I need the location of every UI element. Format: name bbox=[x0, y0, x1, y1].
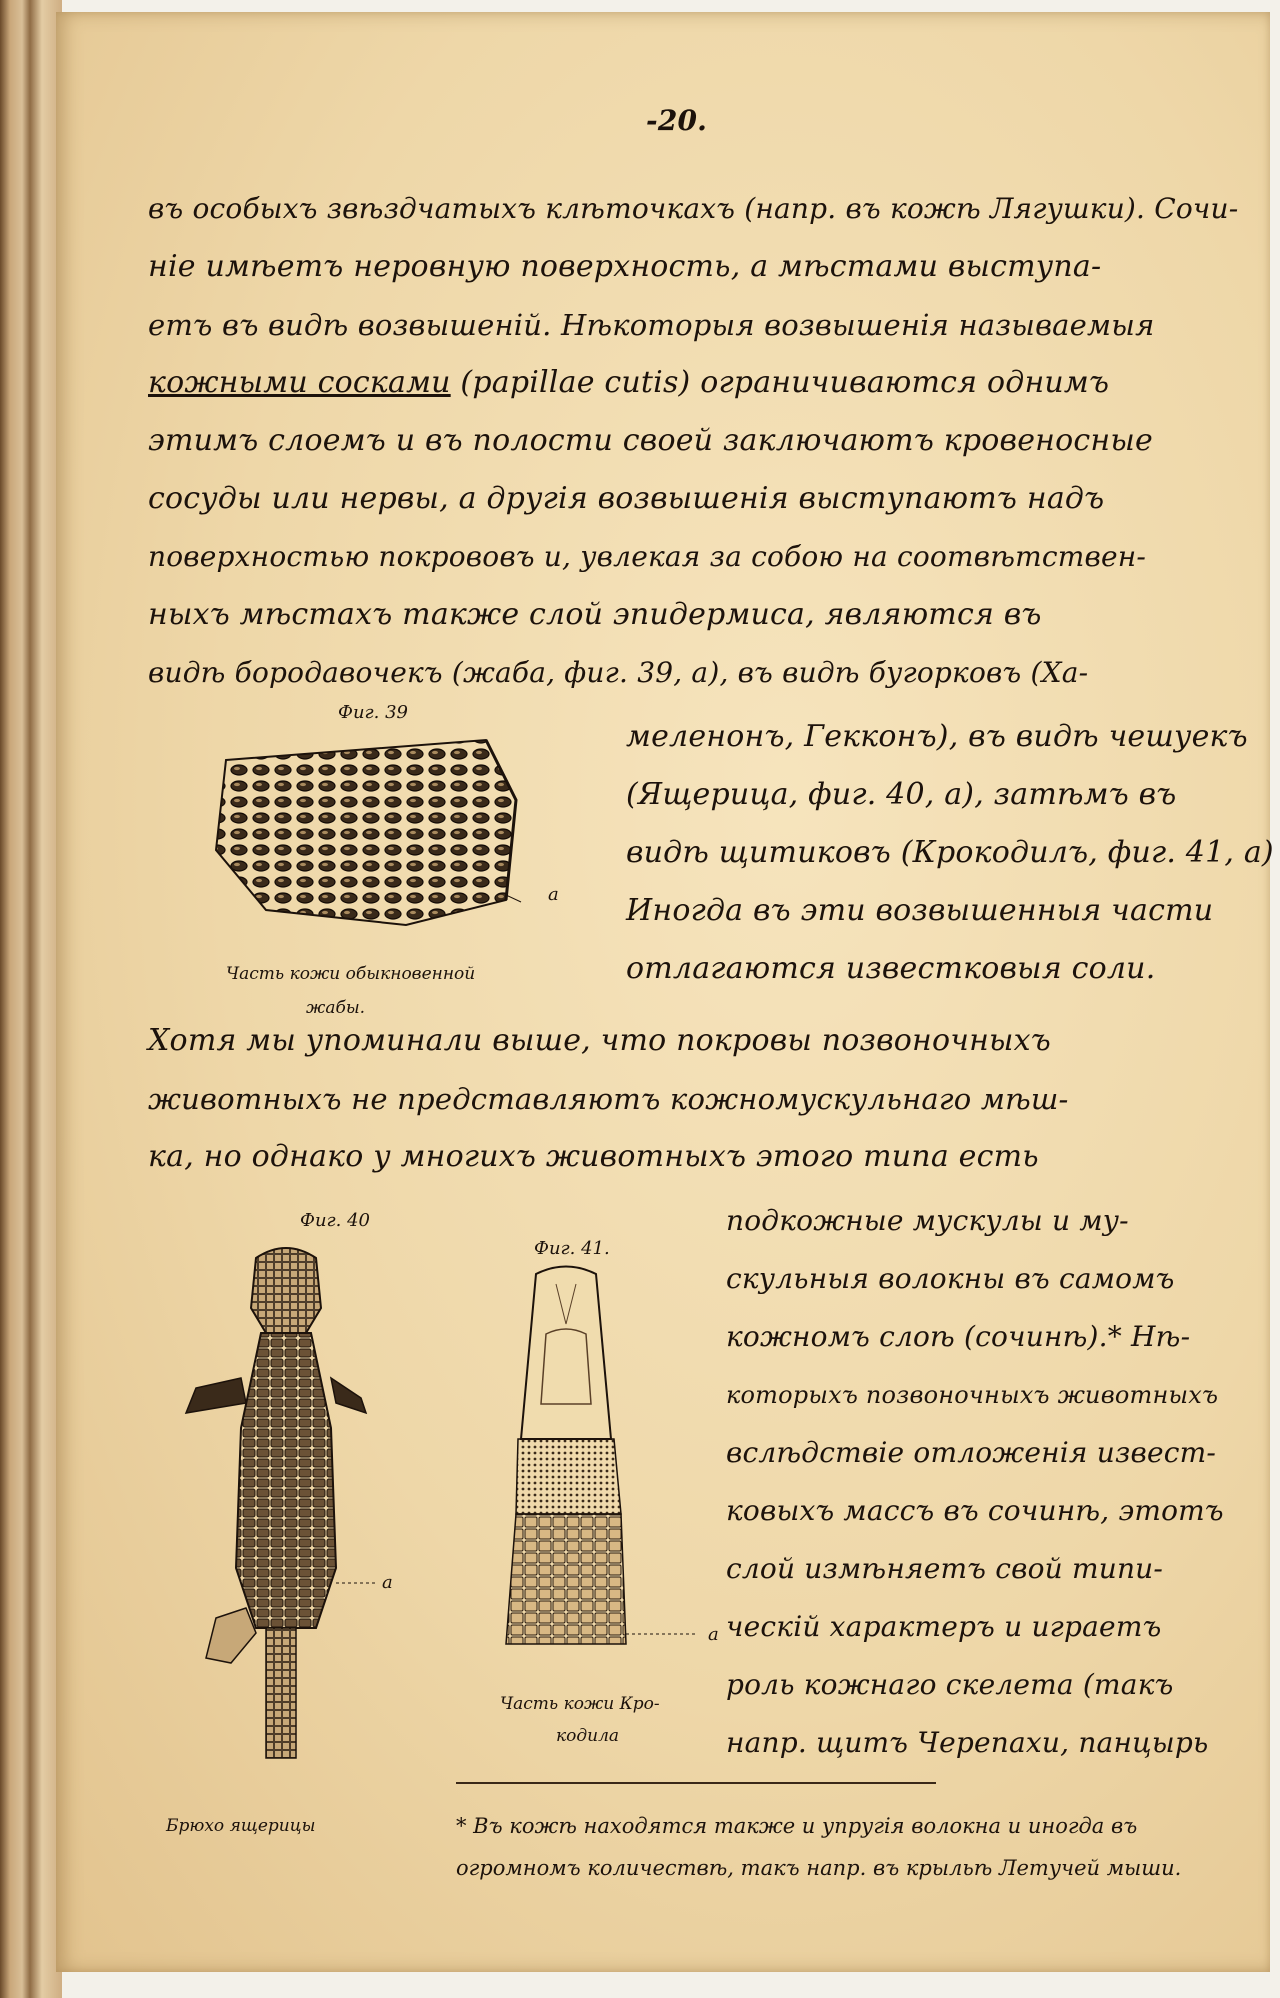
fig39-side-line-2: (Ящерица, фиг. 40, а), затѣмъ въ bbox=[626, 777, 1177, 812]
figure-39-marker: а bbox=[548, 884, 559, 905]
fig41-side-line-6: ковыхъ массъ въ сочинѣ, этотъ bbox=[726, 1494, 1224, 1527]
fig41-side-line-4: которыхъ позвоночныхъ животныхъ bbox=[726, 1381, 1219, 1409]
body-line-9: видѣ бородавочекъ (жаба, фиг. 39, а), въ видѣ бугорковъ (Ха- bbox=[148, 656, 1089, 689]
fig39-side-line-5: отлагаются известковыя соли. bbox=[626, 951, 1156, 986]
body-line-5: этимъ слоемъ и въ полости своей заключаютъ кровеносные bbox=[148, 423, 1153, 458]
fig39-side-line-1: меленонъ, Гекконъ), въ видѣ чешуекъ bbox=[626, 719, 1248, 754]
figure-41-caption-line-1: Часть кожи Кро- bbox=[500, 1694, 660, 1714]
figure-40-lizard-belly-illustration bbox=[186, 1238, 386, 1758]
body-line-4-rest: (papillae cutis) ограничиваются однимъ bbox=[460, 365, 1110, 400]
figure-40-marker: а bbox=[382, 1572, 393, 1593]
footnote-line-2: огромномъ количествѣ, такъ напр. въ крыльѣ Летучей мыши. bbox=[456, 1856, 1182, 1880]
body-line-3: етъ въ видѣ возвышеній. Нѣкоторыя возвышенія называемыя bbox=[148, 308, 1155, 342]
body2-line-2: животныхъ не представляютъ кожномускульнаго мѣш- bbox=[148, 1082, 1069, 1116]
figure-39-caption-line-2: жабы. bbox=[306, 998, 366, 1018]
figure-41-label: Фиг. 41. bbox=[534, 1238, 610, 1259]
fig39-side-line-3: видѣ щитиковъ (Крокодилъ, фиг. 41, а) bbox=[626, 835, 1274, 870]
fig41-side-line-10: напр. щитъ Черепахи, панцырь bbox=[726, 1726, 1209, 1759]
fig41-side-line-9: роль кожнаго скелета (такъ bbox=[726, 1668, 1174, 1701]
page-number: -20. bbox=[646, 104, 708, 137]
footnote-rule bbox=[456, 1782, 936, 1784]
figure-41-marker: а bbox=[708, 1624, 719, 1645]
fig41-side-line-2: скульныя волокны въ самомъ bbox=[726, 1262, 1175, 1295]
figure-40-caption: Брюхо ящерицы bbox=[166, 1816, 316, 1836]
fig41-side-line-8: ческій характеръ и играетъ bbox=[726, 1610, 1162, 1643]
body-line-8: ныхъ мѣстахъ также слой эпидермиса, являются въ bbox=[148, 597, 1042, 632]
body2-line-3: ка, но однако у многихъ животныхъ этого типа есть bbox=[148, 1139, 1039, 1174]
body2-line-1: Хотя мы упоминали выше, что покровы позвоночныхъ bbox=[148, 1023, 1051, 1058]
body-line-4 bbox=[148, 364, 1109, 402]
fig41-side-line-1: подкожные мускулы и му- bbox=[726, 1204, 1129, 1237]
body-line-6: сосуды или нервы, а другія возвышенія выступаютъ надъ bbox=[148, 481, 1105, 516]
figure-41-crocodile-skin-illustration bbox=[496, 1264, 636, 1654]
book-binding bbox=[0, 0, 62, 1998]
manuscript-page bbox=[56, 12, 1274, 1972]
body-line-2: ніе имѣетъ неровную поверхность, а мѣстами выступа- bbox=[148, 249, 1102, 284]
footnote-line-1: * Въ кожѣ находятся также и упругія волокна и иногда въ bbox=[456, 1814, 1138, 1838]
body-line-1: въ особыхъ звѣздчатыхъ клѣточкахъ (напр. въ кожѣ Лягушки). Сочи- bbox=[148, 192, 1239, 225]
kozhnye-soski-term: кожными сосками bbox=[148, 365, 451, 400]
fig39-side-line-4: Иногда въ эти возвышенныя части bbox=[626, 893, 1214, 928]
fig41-side-line-5: вслѣдствіе отложенія извест- bbox=[726, 1436, 1217, 1469]
figure-39-caption-line-1: Часть кожи обыкновенной bbox=[226, 964, 476, 984]
fig41-side-line-3: кожномъ слоѣ (сочинѣ).* Нѣ- bbox=[726, 1320, 1191, 1353]
figure-39-label: Фиг. 39 bbox=[338, 702, 408, 723]
figure-40-label: Фиг. 40 bbox=[300, 1210, 370, 1231]
figure-39-toad-skin-illustration bbox=[206, 730, 536, 930]
fig41-side-line-7: слой измѣняетъ свой типи- bbox=[726, 1552, 1164, 1585]
figure-41-caption-line-2: кодила bbox=[556, 1726, 620, 1746]
body-line-7: поверхностью покрововъ и, увлекая за собою на соотвѣтствен- bbox=[148, 540, 1147, 573]
